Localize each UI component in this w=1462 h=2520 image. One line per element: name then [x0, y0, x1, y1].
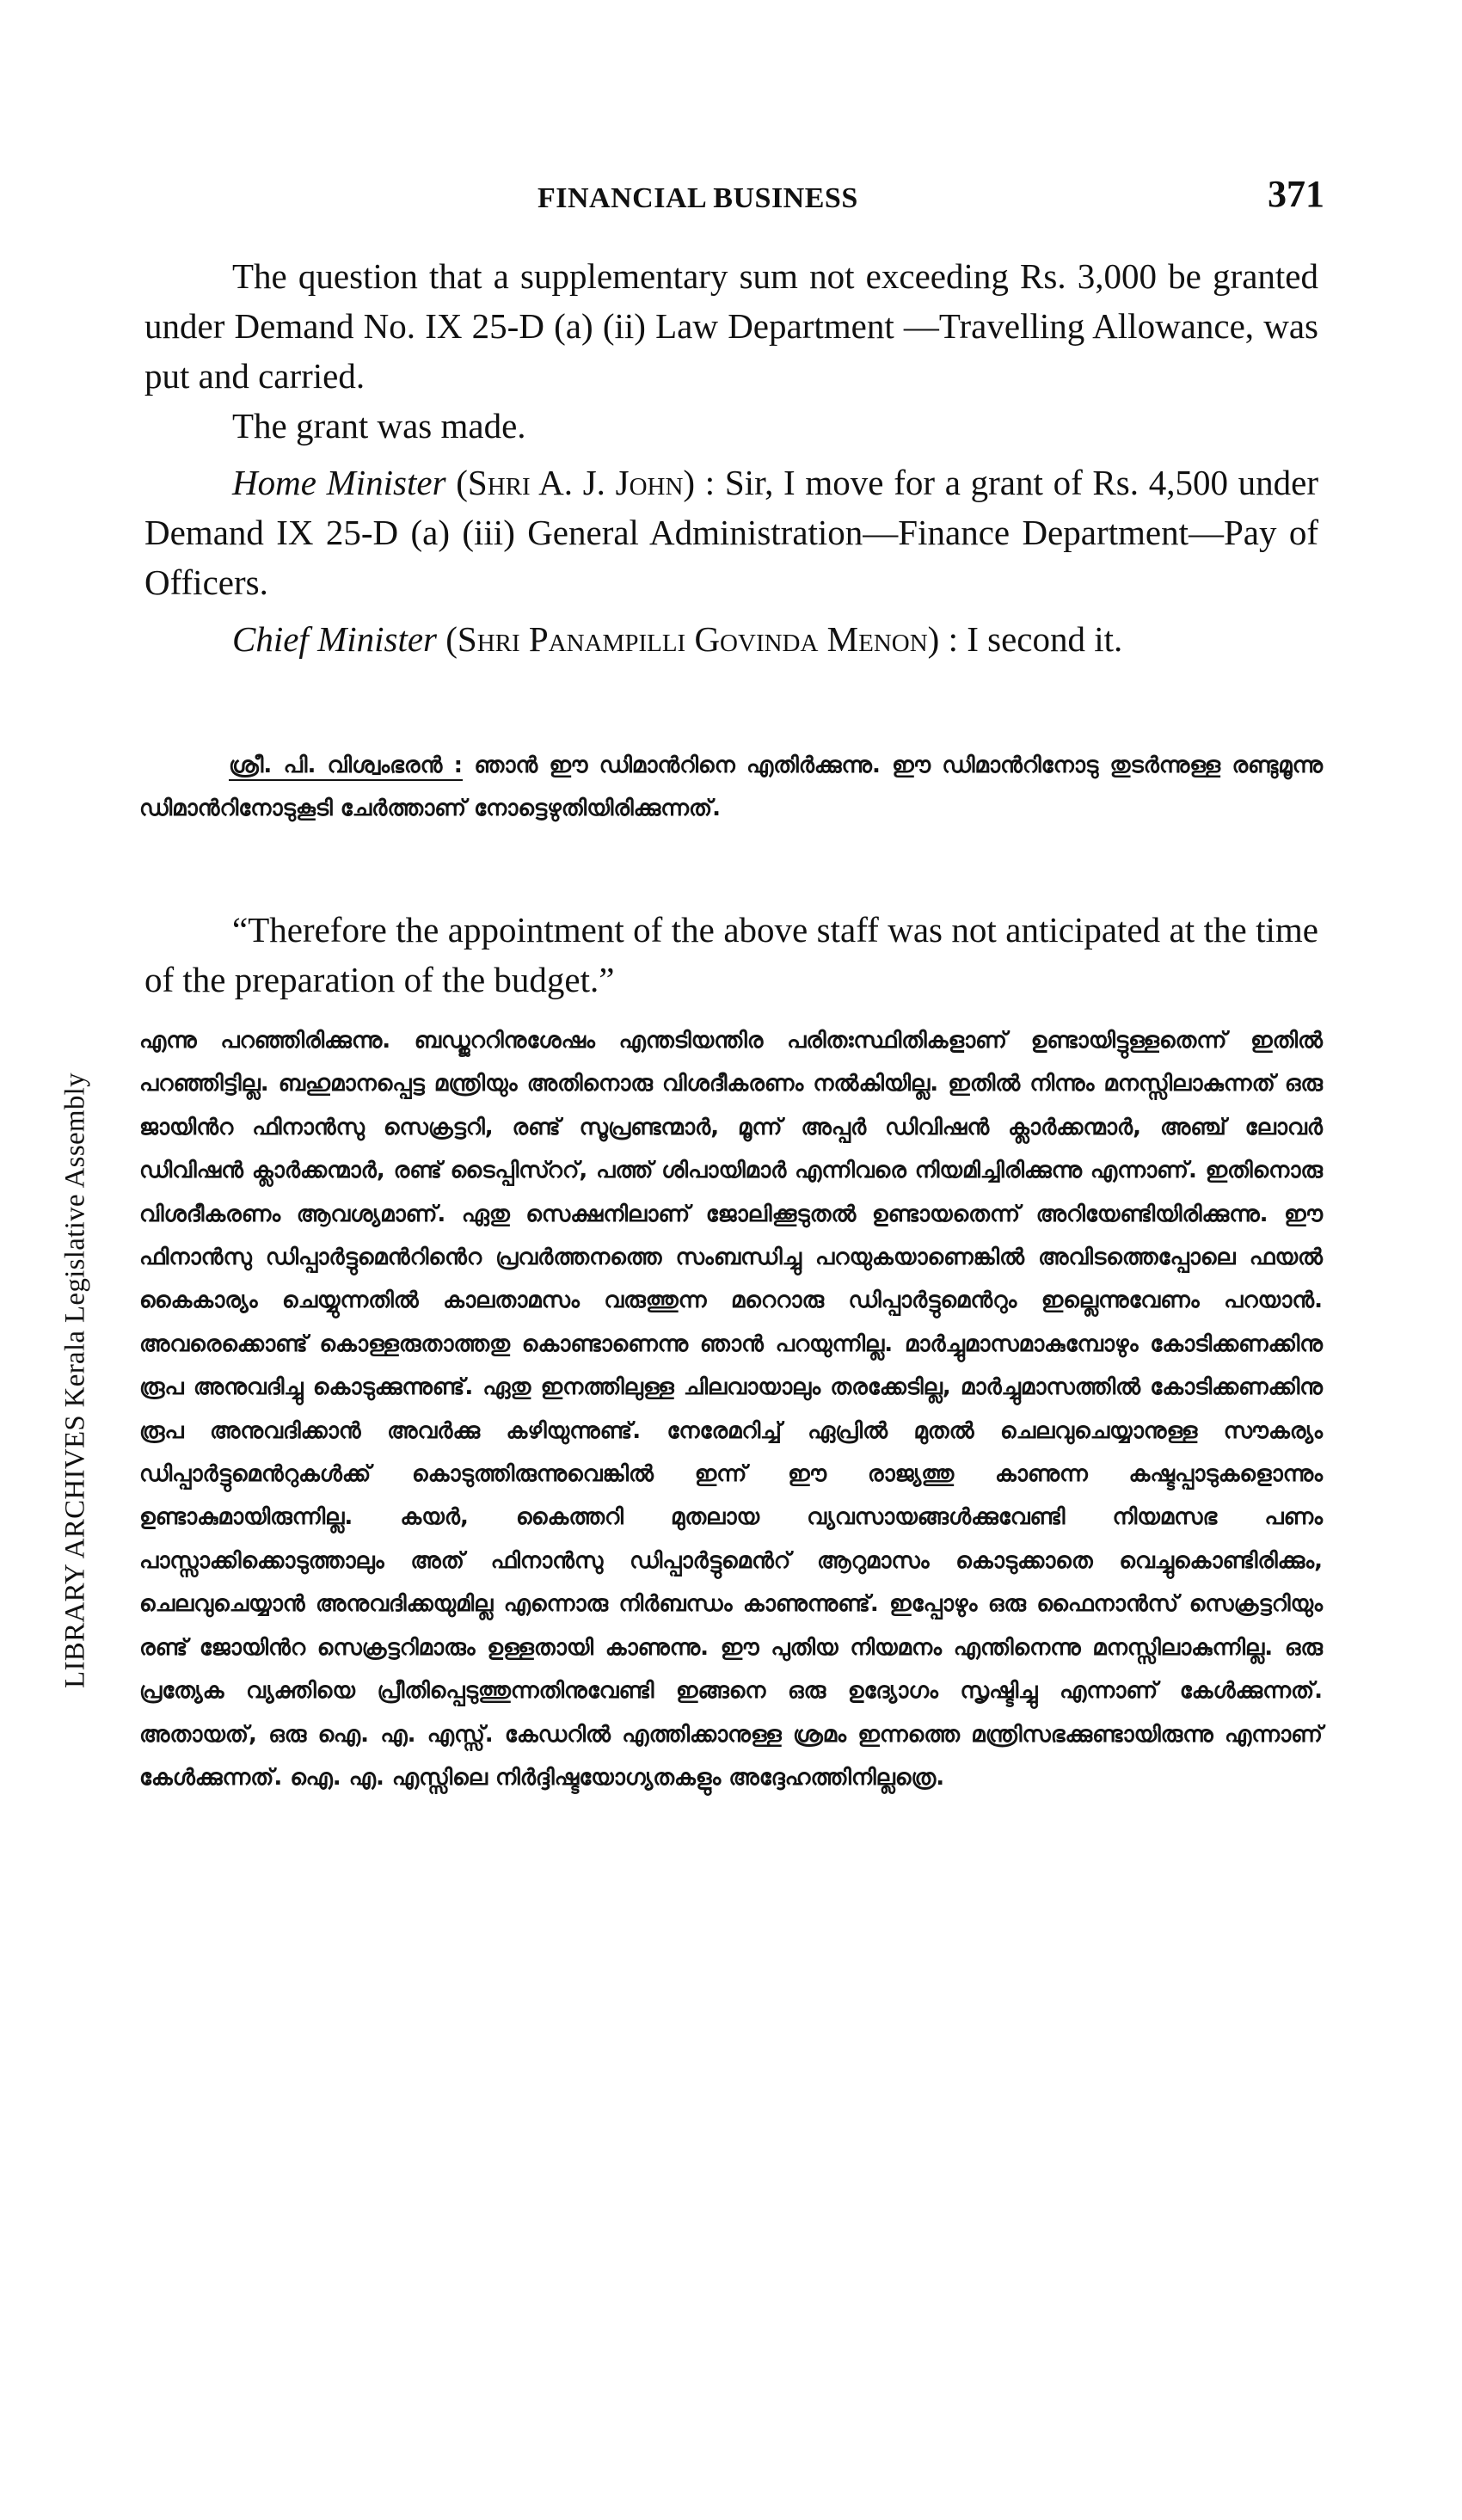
quotation-block	[144, 905, 1318, 1005]
archive-watermark	[41, 903, 110, 1858]
question-paragraph: The question that a supplementary sum not exceeding Rs. 3,000 be granted under Demand No. IX 25-D (a) (ii) Law Department —Travelling Allowance, was put and carried.	[144, 256, 1318, 396]
home-minister-role: Home Minister	[232, 463, 446, 502]
page-number: 371	[1268, 173, 1324, 215]
malayalam-block-2	[139, 1019, 1323, 1799]
chief-minister-paragraph	[144, 614, 1318, 664]
running-title: FINANCIAL BUSINESS	[538, 182, 858, 214]
chief-minister-role: Chief Minister	[232, 619, 438, 659]
home-minister-paragraph	[144, 458, 1318, 607]
home-minister-speech: Sir, I move for a grant of Rs. 4,500 under Demand IX 25-D (a) (iii) General Administration—Finance Department—Pay of Officers.	[144, 463, 1319, 602]
page-header	[232, 172, 1324, 224]
chief-minister-speech: I second it.	[967, 619, 1123, 659]
home-minister-name: (Shri A. J. John) :	[456, 463, 716, 502]
english-block-1	[144, 251, 1318, 664]
chief-minister-name: (Shri Panampilli Govinda Menon) :	[445, 619, 958, 659]
grant-paragraph: The grant was made.	[232, 406, 526, 446]
visvambharan-paragraph	[139, 744, 1323, 831]
malayalam-block-1	[139, 744, 1323, 831]
watermark-text: LIBRARY ARCHIVES Kerala Legislative Assembly	[59, 1073, 91, 1688]
visvambharan-speech: ഞാൻ ഈ ഡിമാൻറിനെ എതിർക്കുന്നു. ഈ ഡിമാൻറിനോടു തുടർന്നുള്ള രണ്ടുമൂന്നു ഡിമാൻറിനോടുകൂടി ചേർത്താണ് നോട്ടെഴുതിയിരിക്കുന്നത്.	[139, 753, 1324, 822]
visvambharan-continuation: എന്നു പറഞ്ഞിരിക്കുന്നു. ബഡ്ജററിനുശേഷം എന്തടിയന്തിര പരിതഃസ്ഥിതികളാണ് ഉണ്ടായിട്ടുള്ളതെന്ന് ഇതിൽ പറഞ്ഞിട്ടില്ല. ബഹുമാനപ്പെട്ട മന്ത്രിയും അതിനൊരു വിശദീകരണം നൽകിയില്ല. ഇതിൽ നിന്നും മനസ്സിലാകുന്നത് ഒരു ജായിൻറ ഫിനാൻസു സെക്രട്ടറി, രണ്ട് സൂപ്രണ്ടന്മാർ, മൂന്ന് അപ്പർ ഡിവിഷൻ ക്ലാർക്കന്മാർ, അഞ്ച് ലോവർ ഡിവിഷൻ ക്ലാർക്കന്മാർ, രണ്ട് ടൈപ്പിസ്ററ്, പത്ത് ശിപായിമാർ എന്നിവരെ നിയമിച്ചിരിക്കുന്നു എന്നാണ്. ഇതിനൊരു വിശദീകരണം ആവശ്യമാണ്. ഏതു സെക്ഷനിലാണ് ജോലിക്കൂടുതൽ ഉണ്ടായതെന്ന് അറിയേണ്ടിയിരിക്കുന്നു. ഈ ഫിനാൻസു ഡിപ്പാർട്ടുമെൻറിൻെറ പ്രവർത്തനത്തെ സംബന്ധിച്ചു പറയുകയാണെങ്കിൽ അവിടത്തെപ്പോലെ ഫയൽ കൈകാര്യം ചെയ്യുന്നതിൽ കാലതാമസം വരുത്തുന്ന മറെറാരു ഡിപ്പാർട്ടുമെൻറും ഇല്ലെന്നുവേണം പറയാൻ. അവരെക്കൊണ്ട് കൊള്ളരുതാത്തതു കൊണ്ടാണെന്നു ഞാൻ പറയുന്നില്ല. മാർച്ചുമാസമാകുമ്പോഴും കോടിക്കണക്കിനു രൂപ അനുവദിച്ചു കൊടുക്കുന്നുണ്ട്. ഏതു ഇനത്തിലുള്ള ചിലവായാലും തരക്കേടില്ല, മാർച്ചുമാസത്തിൽ കോടിക്കണക്കിനു രൂപ അനുവദിക്കാൻ അവർക്കു കഴിയുന്നുണ്ട്. നേരേമറിച്ച് ഏപ്രിൽ മുതൽ ചെലവുചെയ്യാനുള്ള സൗകര്യം ഡിപ്പാർട്ടുമെൻറുകൾക്ക് കൊടുത്തിരുന്നുവെങ്കിൽ ഇന്ന് ഈ രാജ്യത്തു കാണുന്ന കഷ്ടപ്പാടുകളൊന്നും ഉണ്ടാകുമായിരുന്നില്ല. കയർ, കൈത്തറി മുതലായ വ്യവസായങ്ങൾക്കുവേണ്ടി നിയമസഭ പണം പാസ്സാക്കിക്കൊടുത്താലും അത് ഫിനാൻസു ഡിപ്പാർട്ടുമെൻറ് ആറുമാസം കൊടുക്കാതെ വെച്ചുകൊണ്ടിരിക്കും, ചെലവുചെയ്യാൻ അനുവദിക്കയുമില്ല എന്നൊരു നിർബന്ധം കാണുന്നുണ്ട്. ഇപ്പോഴും ഒരു ഫൈനാൻസ് സെക്രട്ടറിയും രണ്ട് ജോയിൻറ സെക്രട്ടറിമാരും ഉള്ളതായി കാണുന്നു. ഈ പുതിയ നിയമനം എന്തിനെന്നു മനസ്സിലാകുന്നില്ല. ഒരു പ്രത്യേക വ്യക്തിയെ പ്രീതിപ്പെടുത്തുന്നതിനുവേണ്ടി ഇങ്ങനെ ഒരു ഉദ്യോഗം സൃഷ്ടിച്ചു എന്നാണ് കേൾക്കുന്നത്. അതായത്, ഒരു ഐ. എ. എസ്സ്. കേഡറിൽ എത്തിക്കാനുള്ള ശ്രമം ഇന്നത്തെ മന്ത്രിസഭക്കുണ്ടായിരുന്നു എന്നാണ് കേൾക്കുന്നത്. ഐ. എ. എസ്സിലെ നിർദ്ദിഷ്ടയോഗ്യതകളും അദ്ദേഹത്തിനില്ലത്രെ.	[139, 1028, 1323, 1791]
speaker-name: ശ്രീ. പി. വിശ്വംഭരൻ :	[229, 753, 464, 778]
quotation-paragraph: “Therefore the appointment of the above staff was not anticipated at the time of the preparation of the budget.”	[144, 910, 1318, 999]
